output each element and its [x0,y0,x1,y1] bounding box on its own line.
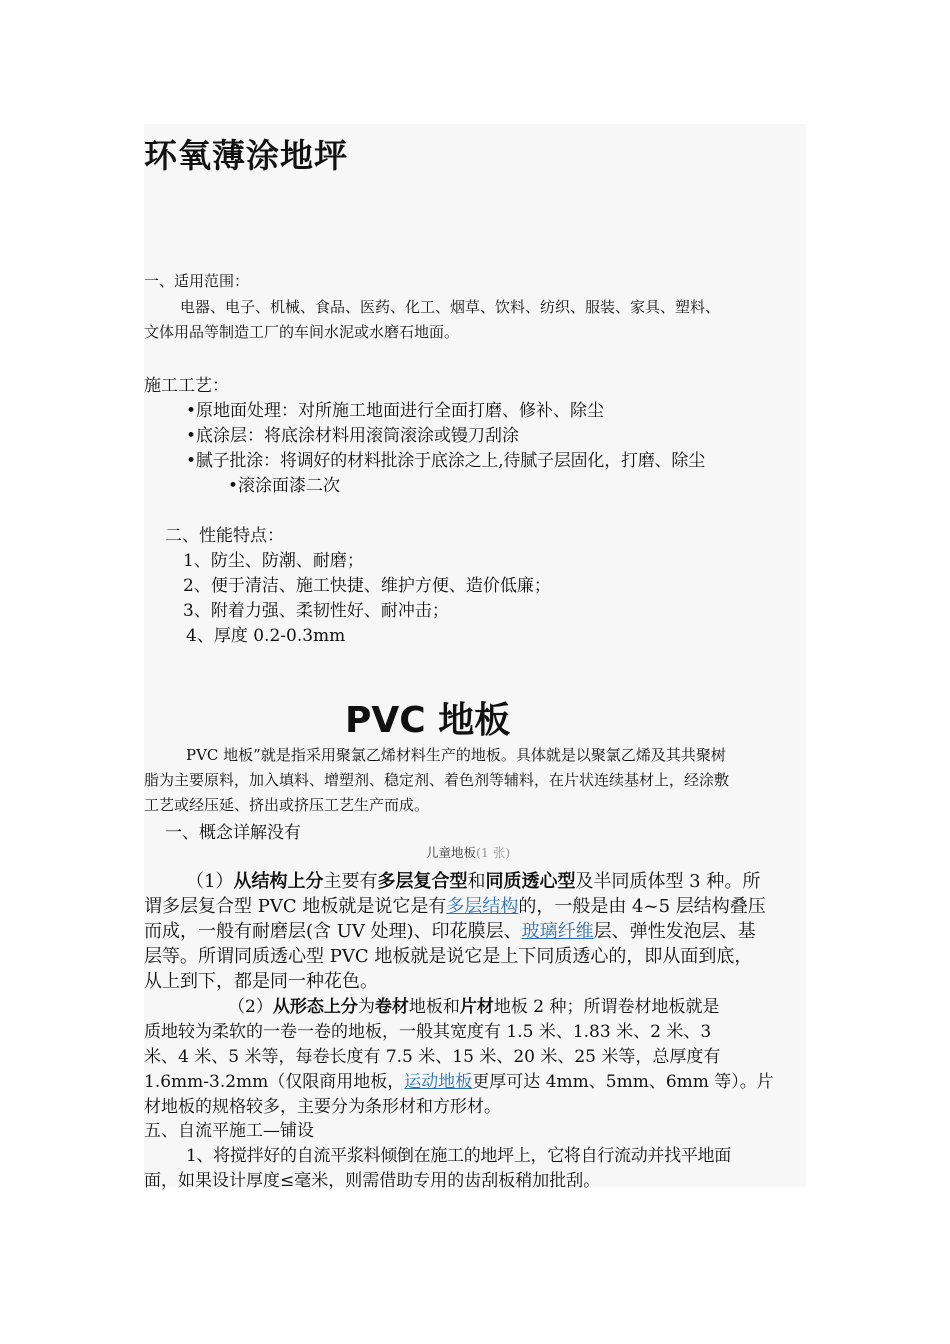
form-paragraph-line1: （2）从形态上分为卷材地板和片材地板 2 种；所谓卷材地板就是 [228,997,720,1017]
process-step: •滚涂面漆二次 [228,476,341,496]
pvc-intro-line: 工艺或经压延、挤出或挤压工艺生产而成。 [144,796,430,814]
self-level-heading: 五、自流平施工—铺设 [144,1121,314,1141]
form-paragraph-line4: 1.6mm-3.2mm（仅限商用地板，运动地板更厚可达 4mm、5mm、6mm 等）。片 [144,1072,774,1092]
document-title: 环氧薄涂地坪 [144,136,348,175]
pvc-intro-line: 脂为主要原料，加入填料、增塑剂、稳定剂、着色剂等辅料，在片状连续基材上，经涂敷 [144,771,730,789]
structure-paragraph-line2: 谓多层复合型 PVC 地板就是说它是有多层结构的，一般是由 4~5 层结构叠压 [144,896,766,917]
concept-heading: 一、概念详解没有 [165,823,301,843]
form-paragraph-line3: 米、4 米、5 米等，每卷长度有 7.5 米、15 米、20 米、25 米等，总厚度有 [144,1047,721,1067]
process-step: •原地面处理：对所施工地面进行全面打磨、修补、除尘 [186,401,605,421]
structure-paragraph-line1: （1）从结构上分主要有多层复合型和同质透心型及半同质体型 3 种。所 [186,871,761,892]
image-caption [426,843,510,861]
process-step: •底涂层：将底涂材料用滚筒滚涂或镘刀刮涂 [186,426,520,446]
caption-count: (1 张) [476,845,511,860]
form-paragraph-line5: 材地板的规格较多，主要分为条形材和方形材。 [144,1097,501,1117]
pvc-intro-line: PVC 地板”就是指采用聚氯乙烯材料生产的地板。具体就是以聚氯乙烯及其共聚树 [186,746,726,764]
feature-item: 3、附着力强、柔韧性好、耐冲击； [183,601,449,621]
process-heading: 施工工艺： [144,376,229,396]
structure-paragraph-line5: 从上到下，都是同一种花色。 [144,971,378,992]
structure-paragraph-line4: 层等。所谓同质透心型 PVC 地板就是说它是上下同质透心的，即从面到底， [144,946,753,967]
process-step: •腻子批涂：将调好的材料批涂于底涂之上,待腻子层固化，打磨、除尘 [186,451,706,471]
caption-label: 儿童地板 [426,845,477,860]
multilayer-structure-link[interactable]: 多层结构 [446,896,519,917]
section1-heading: 一、适用范围： [144,272,250,290]
feature-item: 4、厚度 0.2-0.3mm [186,626,346,646]
feature-item: 2、便于清洁、施工快捷、维护方便、造价低廉； [183,576,551,596]
glass-fiber-link[interactable]: 玻璃纤维 [521,921,594,942]
feature-item: 1、防尘、防潮、耐磨； [183,551,364,571]
form-paragraph-line2: 质地较为柔软的一卷一卷的地板，一般其宽度有 1.5 米、1.83 米、2 米、3 [144,1022,712,1042]
sports-floor-link[interactable]: 运动地板 [404,1072,473,1092]
section1-line2: 文体用品等制造工厂的车间水泥或水磨石地面。 [144,323,460,341]
section2-heading: 二、性能特点： [165,526,284,546]
self-level-line1: 1、将搅拌好的自流平浆料倾倒在施工的地坪上，它将自行流动并找平地面 [186,1146,731,1166]
pvc-title: PVC 地板 [345,700,511,741]
self-level-line2: 面，如果设计厚度≤毫米，则需借助专用的齿刮板稍加批刮。 [144,1171,601,1191]
structure-paragraph-line3: 而成，一般有耐磨层(含 UV 处理)、印花膜层、玻璃纤维层、弹性发泡层、基 [144,921,756,942]
section1-line1: 电器、电子、机械、食品、医药、化工、烟草、饮料、纺织、服装、家具、塑料、 [180,298,721,316]
